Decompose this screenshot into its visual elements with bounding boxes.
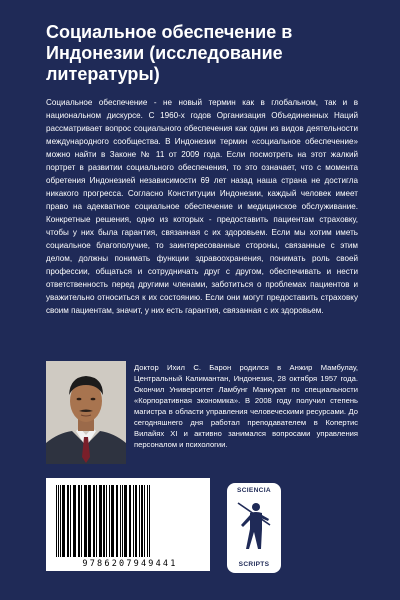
publisher-logo-top: SCIENCIA — [237, 487, 271, 494]
barcode-bars — [54, 485, 202, 557]
isbn-barcode — [46, 478, 210, 571]
author-photo — [46, 361, 126, 464]
book-description: Социальное обеспечение - не новый термин как в глобальном, так и в национальном дискурсе. С 1960-х годов Организация Объединенных Наций рассматривает вопрос социального обеспечения как один из видов деятельности международного сообщества. В Индонезии термин «социальное обеспечение» можно найти в Законе № 11 от 2009 года. Если посмотреть на этот жалкий портрет в развитии социального обеспечения, то это означает, что с момента обретения Индонезией независимости 69 лет назад наша страна не достигла никакого прогресса. Согласно Конституции Индонезии, каждый человек имеет право на адекватное социальное обеспечение и медицинское обслуживание. Конкретные решения, одно из которых - предоставить пациентам страховку, чтобы у них была гарантия, связанная с их здоровьем. Если мы хотим иметь социальное благополучие, то заинтересованные стороны, связанные с этим делом, должны понимать функции здравоохранения, понимать роль своей профессии, общаться и сотрудничать друг с другом, обеспечивать и нести ответственность перед другими членами, заботиться о проблемах пациентов и уважительно относиться к их состоянию. Если они могут предоставить страховку своим пациентам, значит, у них есть гарантия, связанная с их здоровьем. — [46, 98, 358, 315]
scientist-figure-icon — [236, 499, 272, 555]
isbn-number: 9786207949441 — [82, 559, 178, 569]
publisher-logo-bottom: SCRIPTS — [238, 561, 270, 568]
publisher-logo — [227, 483, 281, 573]
author-bio: Доктор Ихил С. Барон родился в Анжир Мамбулау, Центральный Калимантан, Индонезия, 28 октября 1957 года. Окончил Университет Ламбунг Манкурат по специальности «Корпоративная экономика». В 2008 году получил степень магистра в области управления человеческими ресурсами. До сегодняшнего дня работал преподавателем в Копертис Вилайях XI и активно занимался вопросами управления персоналом и психологии. — [134, 363, 358, 449]
book-title: Социальное обеспечение в Индонезии (исследование литературы) — [46, 22, 293, 84]
